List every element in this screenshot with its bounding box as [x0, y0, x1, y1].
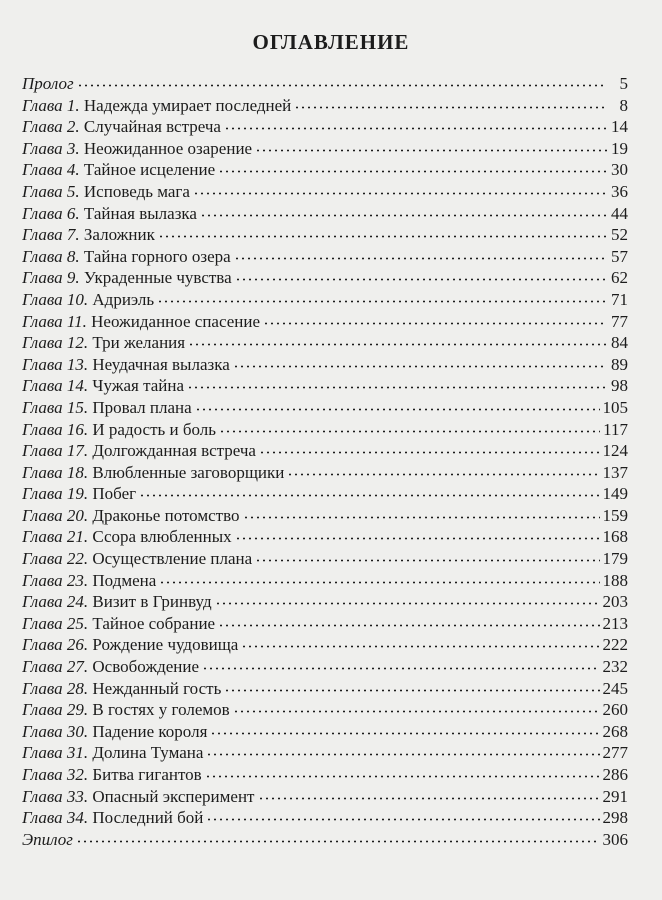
dot-leader	[210, 732, 599, 735]
chapter-title: Тайное собрание	[92, 613, 216, 633]
toc-entry-chapter	[22, 375, 628, 397]
chapter-list	[22, 95, 628, 829]
entry-page-number: 277	[602, 743, 628, 763]
chapter-number: Глава 22.	[22, 549, 89, 569]
chapter-number: Глава 25.	[22, 613, 89, 633]
chapter-number: Глава 11.	[22, 311, 87, 331]
dot-leader	[215, 602, 600, 605]
chapter-title: Долгожданная встреча	[92, 441, 256, 461]
chapter-title: Ссора влюбленных	[92, 527, 232, 547]
chapter-number: Глава 33.	[22, 786, 89, 806]
toc-entry-prologue	[22, 73, 628, 95]
entry-page-number: 5	[619, 74, 628, 93]
table-of-contents	[22, 73, 628, 850]
chapter-title: Адриэль	[92, 289, 155, 309]
toc-entry-chapter	[22, 807, 628, 829]
chapter-number: Глава 30.	[22, 721, 89, 741]
toc-entry-chapter	[22, 721, 628, 743]
chapter-title: Три желания	[92, 333, 186, 353]
toc-entry-chapter	[22, 289, 628, 311]
chapter-number: Глава 18.	[22, 462, 89, 482]
chapter-number: Глава 24.	[22, 592, 89, 612]
chapter-title: Тайное исцеление	[83, 160, 216, 180]
entry-page-number: 179	[602, 549, 628, 569]
toc-entry-chapter	[22, 224, 628, 246]
dot-leader	[263, 322, 607, 325]
dot-leader	[243, 516, 600, 519]
dot-leader	[76, 840, 600, 843]
dot-leader	[205, 775, 600, 778]
toc-entry-chapter	[22, 246, 628, 268]
toc-entry-chapter	[22, 678, 628, 700]
chapter-number: Глава 6.	[22, 203, 80, 223]
chapter-title: Тайна горного озера	[83, 246, 231, 266]
entry-page-number: 306	[602, 829, 628, 849]
chapter-number: Глава 12.	[22, 333, 89, 353]
chapter-number: Глава 15.	[22, 397, 89, 417]
dot-leader	[206, 818, 599, 821]
chapter-number: Глава 29.	[22, 700, 89, 720]
chapter-title: Рождение чудовища	[92, 635, 239, 655]
chapter-number: Глава 5.	[22, 181, 80, 201]
chapter-title: Неожиданное спасение	[91, 311, 261, 331]
chapter-number: Глава 28.	[22, 678, 89, 698]
chapter-number: Глава 8.	[22, 246, 80, 266]
toc-entry-chapter	[22, 548, 628, 570]
entry-page-number: 159	[602, 505, 628, 525]
chapter-number: Глава 16.	[22, 419, 89, 439]
entry-page-number: 105	[602, 397, 628, 417]
chapter-number: Глава 17.	[22, 441, 89, 461]
toc-entry-chapter	[22, 332, 628, 354]
dot-leader	[255, 559, 599, 562]
dot-leader	[188, 343, 607, 346]
chapter-title: Надежда умирает последней	[83, 95, 292, 115]
entry-page-number: 245	[602, 678, 628, 698]
entry-page-number: 98	[611, 376, 628, 396]
entry-page-number: 149	[602, 484, 628, 504]
entry-page-number: 44	[611, 203, 628, 223]
chapter-title: В гостях у големов	[92, 700, 230, 720]
entry-label: Эпилог	[22, 829, 73, 849]
dot-leader	[195, 408, 600, 411]
entry-page-number: 89	[611, 354, 628, 374]
dot-leader	[241, 645, 599, 648]
chapter-title: Тайная вылазка	[83, 203, 197, 223]
dot-leader	[233, 710, 600, 713]
toc-entry-chapter	[22, 419, 628, 441]
entry-page-number: 188	[602, 570, 628, 590]
toc-entry-chapter	[22, 267, 628, 289]
entry-page-number: 19	[611, 138, 628, 158]
toc-entry-chapter	[22, 526, 628, 548]
entry-page-number: 203	[602, 592, 628, 612]
chapter-title: Исповедь мага	[83, 181, 190, 201]
entry-page-number: 168	[602, 527, 628, 547]
entry-page-number: 57	[611, 246, 628, 266]
chapter-number: Глава 19.	[22, 484, 89, 504]
chapter-title: Нежданный гость	[92, 678, 222, 698]
chapter-title: Провал плана	[92, 397, 192, 417]
entry-label: Пролог	[22, 74, 74, 93]
entry-page-number: 8	[619, 95, 628, 115]
chapter-title: Осуществление плана	[92, 549, 253, 569]
chapter-number: Глава 7.	[22, 225, 80, 245]
chapter-title: Чужая тайна	[92, 376, 185, 396]
entry-page-number: 71	[611, 289, 628, 309]
toc-entry-chapter	[22, 742, 628, 764]
dot-leader	[158, 235, 607, 238]
entry-page-number: 30	[611, 160, 628, 180]
toc-entry-chapter	[22, 116, 628, 138]
chapter-number: Глава 31.	[22, 743, 89, 763]
toc-entry-chapter	[22, 95, 628, 117]
entry-page-number: 260	[602, 700, 628, 720]
chapter-number: Глава 13.	[22, 354, 89, 374]
dot-leader	[294, 106, 607, 109]
chapter-number: Глава 23.	[22, 570, 89, 590]
entry-page-number: 213	[602, 613, 628, 633]
chapter-number: Глава 9.	[22, 268, 80, 288]
dot-leader	[258, 797, 600, 800]
dot-leader	[218, 624, 599, 627]
entry-page-number: 36	[611, 181, 628, 201]
chapter-number: Глава 32.	[22, 765, 89, 784]
dot-leader	[159, 581, 599, 584]
entry-page-number: 117	[603, 419, 628, 439]
dot-leader	[234, 257, 607, 260]
dot-leader	[77, 84, 607, 87]
entry-page-number: 298	[602, 808, 628, 828]
toc-entry-chapter	[22, 203, 628, 225]
chapter-number: Глава 3.	[22, 138, 80, 158]
chapter-number: Глава 20.	[22, 505, 89, 525]
dot-leader	[219, 430, 600, 433]
dot-leader	[259, 451, 600, 454]
chapter-number: Глава 34.	[22, 808, 89, 828]
dot-leader	[224, 127, 607, 130]
chapter-title: Долина Тумана	[92, 743, 204, 763]
chapter-title: Побег	[92, 484, 137, 504]
entry-page-number: 14	[611, 117, 628, 137]
dot-leader	[206, 753, 599, 756]
chapter-title: Последний бой	[92, 808, 204, 828]
chapter-title: Подмена	[92, 570, 157, 590]
chapter-title: Украденные чувства	[83, 268, 232, 288]
toc-entry-chapter	[22, 764, 628, 786]
dot-leader	[157, 300, 607, 303]
entry-page-number: 286	[602, 765, 628, 784]
chapter-number: Глава 14.	[22, 376, 89, 396]
chapter-title: Визит в Гринвуд	[92, 592, 212, 612]
chapter-title: Влюбленные заговорщики	[92, 462, 285, 482]
toc-entry-chapter	[22, 591, 628, 613]
chapter-number: Глава 10.	[22, 289, 89, 309]
dot-leader	[235, 278, 607, 281]
dot-leader	[187, 386, 607, 389]
toc-entry-chapter	[22, 440, 628, 462]
entry-page-number: 137	[602, 462, 628, 482]
entry-page-number: 77	[611, 311, 628, 331]
chapter-title: Битва гигантов	[92, 765, 202, 784]
toc-entry-chapter	[22, 656, 628, 678]
entry-page-number: 268	[602, 721, 628, 741]
chapter-title: И радость и боль	[92, 419, 217, 439]
chapter-title: Драконье потомство	[92, 505, 240, 525]
entry-page-number: 84	[611, 333, 628, 353]
toc-entry-chapter	[22, 354, 628, 376]
toc-heading: ОГЛАВЛЕНИЕ	[252, 30, 410, 54]
entry-page-number: 232	[602, 657, 628, 677]
entry-page-number: 124	[602, 441, 628, 461]
toc-entry-chapter	[22, 634, 628, 656]
dot-leader	[235, 537, 600, 540]
chapter-number: Глава 4.	[22, 160, 80, 180]
toc-entry-chapter	[22, 397, 628, 419]
chapter-title: Освобождение	[92, 657, 200, 677]
dot-leader	[193, 192, 607, 195]
entry-page-number: 291	[602, 786, 628, 806]
dot-leader	[233, 365, 607, 368]
toc-entry-chapter	[22, 311, 628, 333]
dot-leader	[218, 170, 607, 173]
toc-entry-chapter	[22, 138, 628, 160]
entry-page-number: 222	[602, 635, 628, 655]
entry-page-number: 62	[611, 268, 628, 288]
chapter-number: Глава 1.	[22, 95, 80, 115]
toc-entry-chapter	[22, 786, 628, 808]
dot-leader	[287, 473, 599, 476]
dot-leader	[255, 149, 607, 152]
chapter-title: Опасный эксперимент	[92, 786, 255, 806]
dot-leader	[224, 689, 599, 692]
chapter-number: Глава 27.	[22, 657, 89, 677]
toc-entry-epilogue	[22, 829, 628, 851]
chapter-title: Падение короля	[92, 721, 208, 741]
toc-entry-chapter	[22, 505, 628, 527]
dot-leader	[139, 494, 599, 497]
chapter-title: Случайная встреча	[83, 117, 221, 137]
chapter-number: Глава 26.	[22, 635, 89, 655]
dot-leader	[200, 214, 607, 217]
chapter-number: Глава 2.	[22, 117, 80, 137]
toc-entry-chapter	[22, 613, 628, 635]
toc-entry-chapter	[22, 181, 628, 203]
toc-entry-chapter	[22, 570, 628, 592]
dot-leader	[202, 667, 599, 670]
chapter-title: Неожиданное озарение	[83, 138, 253, 158]
chapter-title: Неудачная вылазка	[92, 354, 230, 374]
toc-entry-chapter	[22, 159, 628, 181]
chapter-number: Глава 21.	[22, 527, 89, 547]
toc-entry-chapter	[22, 699, 628, 721]
entry-page-number: 52	[611, 225, 628, 245]
chapter-title: Заложник	[83, 225, 155, 245]
toc-entry-chapter	[22, 483, 628, 505]
toc-entry-chapter	[22, 462, 628, 484]
